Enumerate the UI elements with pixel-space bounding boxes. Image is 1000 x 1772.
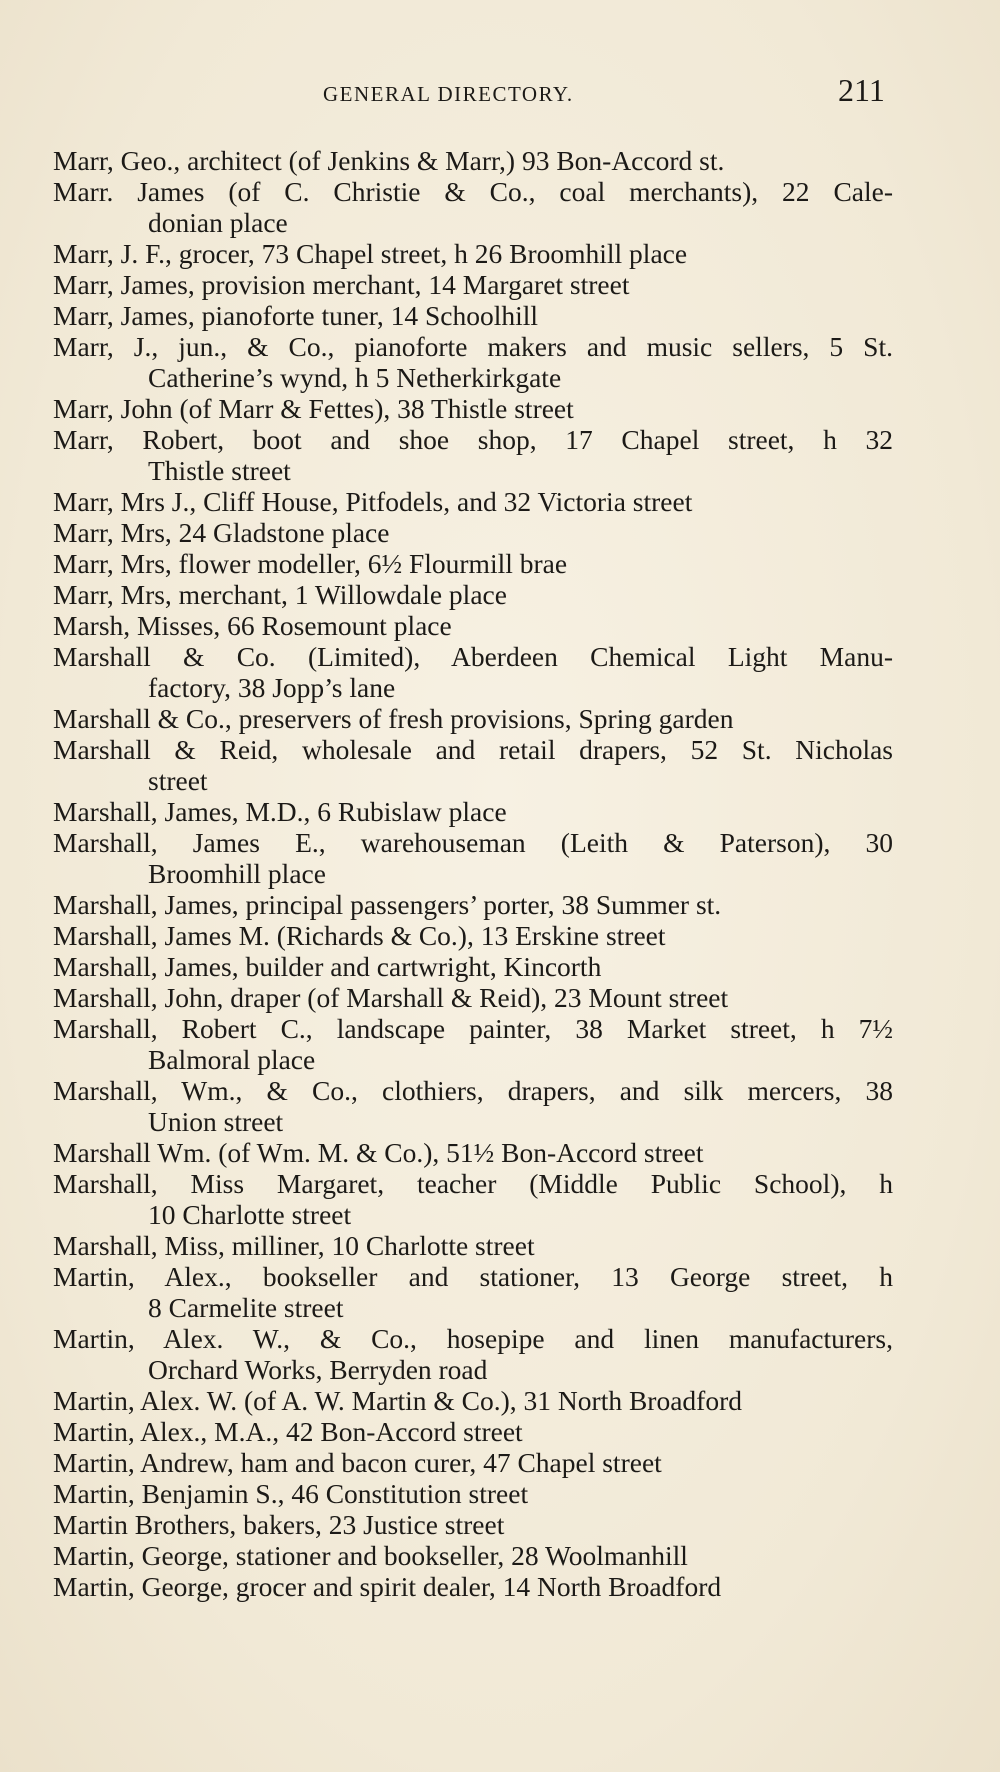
entry-text: Marshall, James, principal passengers’ porter, 38 Summer st. [53,889,722,920]
entry-text: Marr, Geo., architect (of Jenkins & Marr,) 93 Bon-Accord st. [53,145,725,176]
directory-entry [53,1385,893,1416]
directory-entry [53,982,893,1013]
entry-text: Marr, Mrs, merchant, 1 Willowdale place [53,579,507,610]
entry-continuation: Orchard Works, Berryden road [148,1354,488,1385]
directory-entry [53,1013,893,1075]
directory-entry [53,1509,893,1540]
directory-entry [53,393,893,424]
entry-text: Marshall, James, builder and cartwright, Kincorth [53,951,602,982]
directory-entry [53,734,893,796]
directory-entry [53,424,893,486]
directory-entry [53,1478,893,1509]
directory-entry [53,1230,893,1261]
entry-text: Martin, Alex., bookseller and stationer, 13 George street, h [53,1261,893,1292]
directory-entry [53,269,893,300]
directory-entry [53,1416,893,1447]
entry-text: Marsh, Misses, 66 Rosemount place [53,610,452,641]
entry-continuation: street [148,765,208,796]
entry-text: Marshall Wm. (of Wm. M. & Co.), 51½ Bon-Accord street [53,1137,704,1168]
entry-text: Marr, Robert, boot and shoe shop, 17 Chapel street, h 32 [53,424,893,455]
directory-entry [53,1540,893,1571]
directory-entry [53,1447,893,1478]
directory-entry [53,331,893,393]
entry-text: Marshall, James M. (Richards & Co.), 13 Erskine street [53,920,666,951]
entry-continuation: factory, 38 Jopp’s lane [148,672,396,703]
entry-text: Martin, Benjamin S., 46 Constitution street [53,1478,529,1509]
entry-text: Marr, James, pianoforte tuner, 14 Schoolhill [53,300,539,331]
entry-text: Martin, Alex. W., & Co., hosepipe and linen manufacturers, [53,1323,893,1354]
directory-entry [53,703,893,734]
entry-continuation: donian place [148,207,288,238]
directory-entry [53,176,893,238]
entry-text: Martin, George, grocer and spirit dealer, 14 North Broadford [53,1571,722,1602]
directory-entry [53,1571,893,1602]
entry-text: Marr, Mrs J., Cliff House, Pitfodels, and 32 Victoria street [53,486,693,517]
directory-entry [53,889,893,920]
directory-entry [53,641,893,703]
directory-entry [53,145,893,176]
directory-entry [53,1168,893,1230]
directory-entry [53,610,893,641]
entry-continuation: Union street [148,1106,284,1137]
directory-entry [53,1261,893,1323]
entry-text: Martin, Alex., M.A., 42 Bon-Accord street [53,1416,523,1447]
running-title: GENERAL DIRECTORY. [323,82,574,106]
entry-text: Marshall & Reid, wholesale and retail drapers, 52 St. Nicholas [53,734,893,765]
directory-entry [53,827,893,889]
entry-text: Marr, J. F., grocer, 73 Chapel street, h 26 Broomhill place [53,238,688,269]
entry-text: Marr, J., jun., & Co., pianoforte makers and music sellers, 5 St. [53,331,893,362]
directory-entry [53,951,893,982]
entry-text: Marr, Mrs, flower modeller, 6½ Flourmill brae [53,548,568,579]
page-number: 211 [838,72,885,108]
directory-entry [53,579,893,610]
entry-text: Marr, John (of Marr & Fettes), 38 Thistle street [53,393,574,424]
entry-continuation: Broomhill place [148,858,326,889]
entry-text: Marr, James, provision merchant, 14 Margaret street [53,269,630,300]
directory-entry [53,238,893,269]
entry-text: Marr, Mrs, 24 Gladstone place [53,517,390,548]
directory-entries [53,145,893,1602]
entry-text: Marshall, James, M.D., 6 Rubislaw place [53,796,507,827]
directory-entry [53,920,893,951]
entry-text: Martin, George, stationer and bookseller, 28 Woolmanhill [53,1540,688,1571]
directory-entry [53,1137,893,1168]
entry-text: Martin, Alex. W. (of A. W. Martin & Co.), 31 North Broadford [53,1385,742,1416]
directory-entry [53,1075,893,1137]
entry-continuation: 8 Carmelite street [148,1292,344,1323]
entry-text: Marshall, Robert C., landscape painter, 38 Market street, h 7½ [53,1013,893,1044]
entry-text: Marshall, Miss, milliner, 10 Charlotte street [53,1230,535,1261]
entry-continuation: Balmoral place [148,1044,316,1075]
directory-entry [53,486,893,517]
directory-entry [53,517,893,548]
directory-entry [53,300,893,331]
entry-text: Marr. James (of C. Christie & Co., coal merchants), 22 Cale- [53,176,893,207]
entry-text: Marshall, Wm., & Co., clothiers, drapers, and silk mercers, 38 [53,1075,893,1106]
entry-continuation: 10 Charlotte street [148,1199,352,1230]
directory-entry [53,1323,893,1385]
entry-text: Marshall & Co. (Limited), Aberdeen Chemical Light Manu- [53,641,893,672]
entry-text: Marshall, John, draper (of Marshall & Reid), 23 Mount street [53,982,729,1013]
entry-text: Martin, Andrew, ham and bacon curer, 47 Chapel street [53,1447,662,1478]
directory-entry [53,796,893,827]
entry-text: Marshall, Miss Margaret, teacher (Middle Public School), h [53,1168,893,1199]
directory-entry [53,548,893,579]
entry-text: Marshall, James E., warehouseman (Leith & Paterson), 30 [53,827,893,858]
entry-continuation: Thistle street [148,455,291,486]
running-head [0,72,1000,112]
entry-text: Marshall & Co., preservers of fresh provisions, Spring garden [53,703,734,734]
entry-text: Martin Brothers, bakers, 23 Justice street [53,1509,505,1540]
entry-continuation: Catherine’s wynd, h 5 Netherkirkgate [148,362,562,393]
